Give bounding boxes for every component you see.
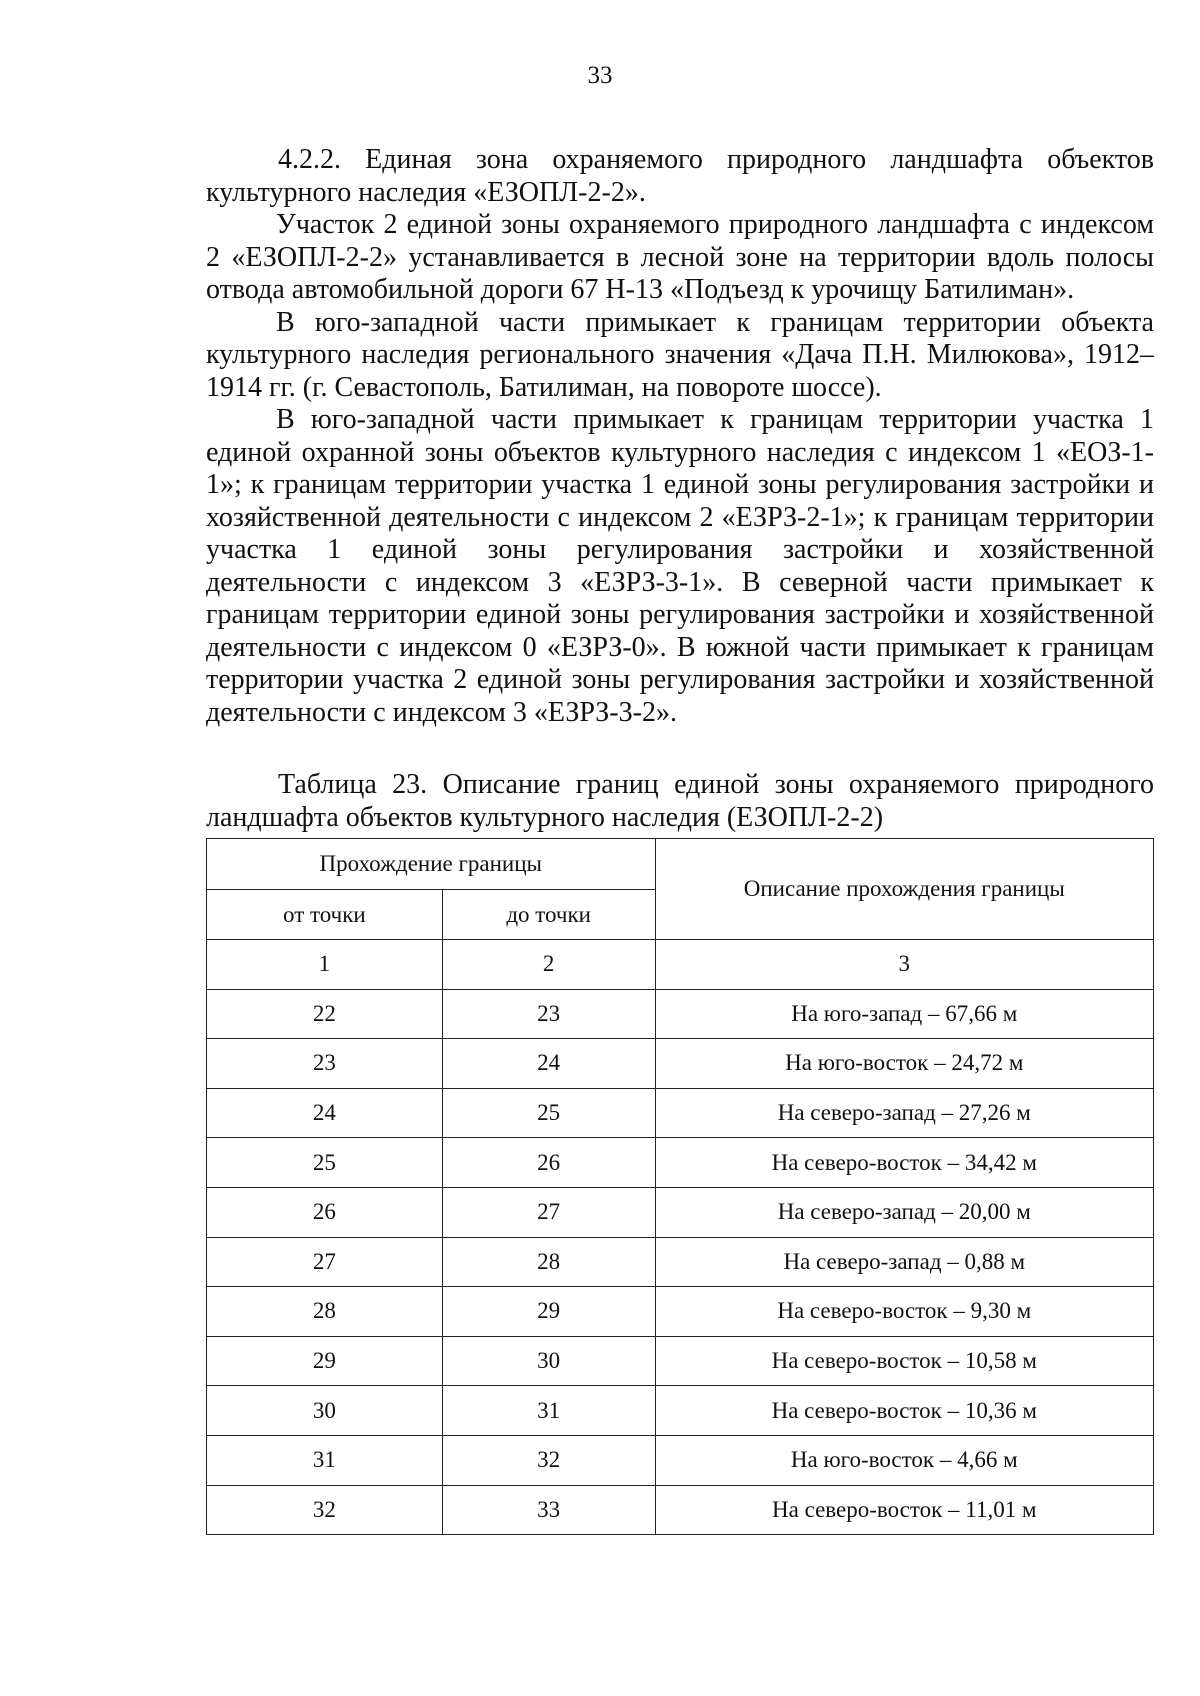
to-point-cell: 26 xyxy=(442,1138,655,1188)
to-point-cell: 32 xyxy=(442,1435,655,1485)
paragraph-1: Участок 2 единой зоны охраняемого природного ландшафта с индексом 2 «ЕЗОПЛ-2-2» устанавливается в лесной зоне на территории вдоль полосы отвода автомобильной дороги 67 Н-13 «Подъезд к урочищу Батилиман». xyxy=(206,209,1154,305)
to-point-cell: 29 xyxy=(442,1287,655,1337)
column-number: 2 xyxy=(442,940,655,990)
header-from-point: от точки xyxy=(207,890,443,940)
table-row xyxy=(207,1336,1154,1386)
from-point-cell: 23 xyxy=(207,1039,443,1089)
header-boundary-passage: Прохождение границы xyxy=(207,839,656,890)
table-caption: Таблица 23. Описание границ единой зоны охраняемого природного ландшафта объектов культурного наследия (ЕЗОПЛ-2-2) xyxy=(206,769,1154,833)
section-heading: 4.2.2. Единая зона охраняемого природного ландшафта объектов культурного наследия «ЕЗОПЛ-2-2». xyxy=(206,144,1154,208)
table-row xyxy=(207,1485,1154,1535)
description-cell: На северо-восток – 10,36 м xyxy=(655,1386,1153,1436)
boundary-table xyxy=(206,838,1154,1535)
header-to-point: до точки xyxy=(442,890,655,940)
paragraph-2: В юго-западной части примыкает к границам территории объекта культурного наследия регионального значения «Дача П.Н. Милюкова», 1912–1914 гг. (г. Севастополь, Батилиман, на повороте шоссе). xyxy=(206,306,1154,403)
description-cell: На северо-восток – 9,30 м xyxy=(655,1287,1153,1337)
description-cell: На северо-восток – 10,58 м xyxy=(655,1336,1153,1386)
description-cell: На северо-запад – 0,88 м xyxy=(655,1237,1153,1287)
column-number: 3 xyxy=(655,940,1153,990)
to-point-cell: 27 xyxy=(442,1187,655,1237)
from-point-cell: 22 xyxy=(207,989,443,1039)
table-row xyxy=(207,1187,1154,1237)
column-number: 1 xyxy=(207,940,443,990)
column-number-row xyxy=(207,940,1154,990)
description-cell: На юго-восток – 4,66 м xyxy=(655,1435,1153,1485)
to-point-cell: 23 xyxy=(442,989,655,1039)
description-cell: На северо-запад – 20,00 м xyxy=(655,1187,1153,1237)
from-point-cell: 29 xyxy=(207,1336,443,1386)
document-body xyxy=(206,144,1154,1535)
description-cell: На северо-восток – 11,01 м xyxy=(655,1485,1153,1535)
table-header-row xyxy=(207,839,1154,890)
from-point-cell: 32 xyxy=(207,1485,443,1535)
description-cell: На северо-восток – 34,42 м xyxy=(655,1138,1153,1188)
table-row xyxy=(207,1088,1154,1138)
from-point-cell: 28 xyxy=(207,1287,443,1337)
table-row xyxy=(207,989,1154,1039)
to-point-cell: 33 xyxy=(442,1485,655,1535)
description-cell: На северо-запад – 27,26 м xyxy=(655,1088,1153,1138)
description-cell: На юго-запад – 67,66 м xyxy=(655,989,1153,1039)
to-point-cell: 28 xyxy=(442,1237,655,1287)
table-row xyxy=(207,1386,1154,1436)
page-number: 33 xyxy=(587,62,613,89)
header-description: Описание прохождения границы xyxy=(655,839,1153,940)
paragraph-3: В юго-западной части примыкает к границам территории участка 1 единой охранной зоны объектов культурного наследия с индексом 1 «ЕОЗ-1-1»; к границам территории участка 1 единой зоны регулирования застройки и хозяйственной деятельности с индексом 2 «ЕЗРЗ-2-1»; к границам территории участка 1 единой зоны регулирования застройки и хозяйственной деятельности с индексом 3 «ЕЗРЗ-3-1». В северной части примыкает к границам территории единой зоны регулирования застройки и хозяйственной деятельности с индексом 0 «ЕЗРЗ-0». В южной части примыкает к границам территории участка 2 единой зоны регулирования застройки и хозяйственной деятельности с индексом 3 «ЕЗРЗ-3-2». xyxy=(206,404,1154,728)
to-point-cell: 31 xyxy=(442,1386,655,1436)
description-cell: На юго-восток – 24,72 м xyxy=(655,1039,1153,1089)
table-row xyxy=(207,1138,1154,1188)
from-point-cell: 27 xyxy=(207,1237,443,1287)
to-point-cell: 25 xyxy=(442,1088,655,1138)
from-point-cell: 25 xyxy=(207,1138,443,1188)
table-row xyxy=(207,1237,1154,1287)
table-row xyxy=(207,1039,1154,1089)
table-row xyxy=(207,1287,1154,1337)
from-point-cell: 31 xyxy=(207,1435,443,1485)
table-body xyxy=(207,940,1154,1535)
from-point-cell: 24 xyxy=(207,1088,443,1138)
to-point-cell: 30 xyxy=(442,1336,655,1386)
table-row xyxy=(207,1435,1154,1485)
from-point-cell: 26 xyxy=(207,1187,443,1237)
from-point-cell: 30 xyxy=(207,1386,443,1436)
to-point-cell: 24 xyxy=(442,1039,655,1089)
